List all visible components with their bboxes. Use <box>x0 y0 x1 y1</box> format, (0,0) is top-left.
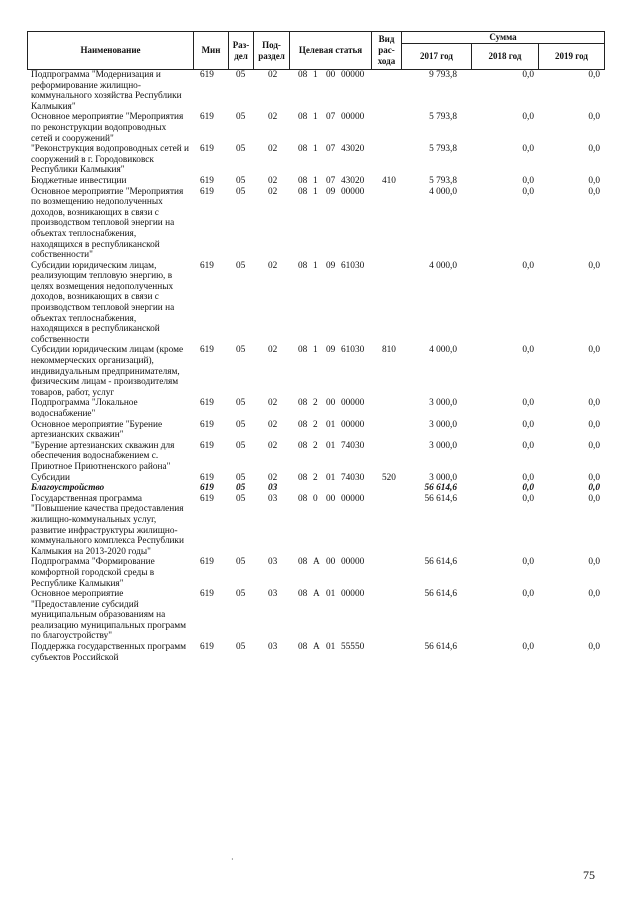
cell-cs3: 00 <box>326 493 336 504</box>
table-row <box>0 589 640 642</box>
row-name: Основное мероприятие "Мероприятия по реконструкции водопроводных сетей и сооружений" <box>31 112 184 144</box>
header-year-2017: 2017 год <box>402 44 472 70</box>
cell-cs1: 08 <box>298 260 308 271</box>
cell-y18: 0,0 <box>522 642 534 653</box>
cell-cs1: 08 <box>298 144 308 155</box>
header-podrazdel: Под-раздел <box>254 32 290 70</box>
cell-raz: 05 <box>236 589 246 600</box>
document-page: Наименование Мин Раз-дел Под-раздел Целевая статья Вид рас-хода Сумма 2017 год 2018 год 2019 год Подпрограмма "Модернизация и реформирование жилищно-коммунального хозяйства Республики Калмыкия" 619 05 02 08 1 00 00000 9 793,8 0,0 0,0 Основное мероприятие "Мероприятия по реконструкции водопроводных сетей и сооружений" 619 05 02 08 1 07 00000 5 793,8 0,0 0,0 "Реконструкция водопроводных сетей и сооружений в г. Городовиковск Республики Калмыкия" 619 05 02 08 1 07 43020 5 793,8 0,0 0,0 Бюджетные инвестиции 619 05 02 08 1 07 43020 410 5 793,8 0,0 0,0 Основное мероприятие "Мероприятия по возмещению недополученных доходов, возникающих в связи с производством тепловой энергии на объектах теплоснабжения, находящихся в республиканской собственности" 619 05 02 08 1 09 00000 4 000,0 0,0 0,0 Субсидии юридическим лицам, реализующим тепловую энергию, в целях возмещения недополученных доходов, возникающих в связи с производством тепловой энергии на объектах теплоснабжения, находящихся в республиканской собственности 619 05 02 08 1 09 61030 4 000,0 0,0 0,0 Субсидии юридическим лицам (кроме некоммерческих организаций), индивидуальным предпринимателям, физическим лицам - производителям товаров, работ, услуг 619 05 02 08 1 09 61030 810 4 000,0 0,0 0,0 Подпрограмма "Локальное водоснабжение" 619 05 02 08 2 00 00000 3 000,0 0,0 0,0 Основное мероприятие "Бурение артезианских скважин" 619 05 02 08 2 01 00000 3 000,0 0,0 0,0 "Бурение артезианских скважин для обеспечения водоснабжением с. Приютное Приютненского района" 619 05 02 08 2 01 74030 3 000,0 0,0 0,0 Субсидии 619 05 02 08 2 01 74030 520 3 000,0 0,0 0,0 Благоустройство 619 05 03 56 614,6 0,0 0,0 Государственная программа "Повышение качества предоставления жилищно-коммунальных услуг, развитие инфраструктуры жилищно-коммунального комплекса Республики Калмыкия на 2013-2020 годы" 619 05 03 08 0 00 00000 56 614,6 0,0 0,0 Подпрограмма "Формирование комфортной городской среды в Республике Калмыкия" 619 05 03 08 А 00 00000 56 614,6 0,0 0,0 Основное мероприятие "Предоставление субсидий муниципальным образованиям на реализацию муниципальных программ по благоустройству" 619 05 03 08 А 01 00000 56 614,6 0,0 0,0 Поддержка государственных программ субъектов Российской 619 05 03 08 А 01 55550 56 614,6 0,0 0,0 · 75 <box>0 0 640 905</box>
row-name: Подпрограмма "Формирование комфортной городской среды в Республике Калмыкия" <box>31 557 155 589</box>
cell-min: 619 <box>200 260 214 271</box>
cell-cs3: 07 <box>326 112 336 123</box>
cell-y19: 0,0 <box>588 483 600 494</box>
cell-y17: 5 793,8 <box>429 144 457 155</box>
cell-y18: 0,0 <box>522 493 534 504</box>
cell-cs1: 08 <box>298 175 308 186</box>
cell-cs4: 00000 <box>341 112 365 123</box>
cell-y17: 4 000,0 <box>429 345 457 356</box>
cell-raz: 05 <box>236 175 246 186</box>
header-year-2019: 2019 год <box>539 44 605 70</box>
cell-cs4: 74030 <box>341 440 365 451</box>
cell-cs3: 00 <box>326 70 336 80</box>
cell-min: 619 <box>200 186 214 197</box>
cell-y19: 0,0 <box>588 419 600 430</box>
cell-raz: 05 <box>236 557 246 568</box>
cell-cs2: А <box>313 589 320 600</box>
header-min: Мин <box>194 32 229 70</box>
cell-cs2: 1 <box>313 260 318 271</box>
cell-y18: 0,0 <box>522 112 534 123</box>
cell-cs4: 00000 <box>341 186 365 197</box>
cell-cs1: 08 <box>298 472 308 483</box>
cell-cs4: 00000 <box>341 493 365 504</box>
cell-cs3: 09 <box>326 260 336 271</box>
cell-y18: 0,0 <box>522 398 534 409</box>
cell-pod: 02 <box>268 112 278 123</box>
cell-pod: 02 <box>268 419 278 430</box>
cell-cs1: 08 <box>298 642 308 653</box>
row-name: Основное мероприятие "Мероприятия по возмещению недополученных доходов, возникающих в связи с производством тепловой энергии на объектах теплоснабжения, находящихся в республиканской собственности" <box>31 186 184 261</box>
cell-y19: 0,0 <box>588 144 600 155</box>
cell-cs1: 08 <box>298 440 308 451</box>
cell-pod: 02 <box>268 440 278 451</box>
cell-y19: 0,0 <box>588 260 600 271</box>
table-header <box>27 31 605 70</box>
cell-cs2: 2 <box>313 472 318 483</box>
cell-pod: 03 <box>268 642 278 653</box>
cell-y17: 3 000,0 <box>429 472 457 483</box>
header-year-2018: 2018 год <box>472 44 539 70</box>
cell-cs4: 00000 <box>341 557 365 568</box>
table-row <box>0 144 640 176</box>
table-row <box>0 483 640 494</box>
cell-cs1: 08 <box>298 186 308 197</box>
cell-vid: 810 <box>382 345 396 356</box>
cell-raz: 05 <box>236 112 246 123</box>
header-expense-type: Вид рас-хода <box>372 32 402 70</box>
cell-min: 619 <box>200 472 214 483</box>
cell-y18: 0,0 <box>522 557 534 568</box>
cell-y17: 5 793,8 <box>429 112 457 123</box>
cell-y19: 0,0 <box>588 642 600 653</box>
cell-y17: 3 000,0 <box>429 419 457 430</box>
cell-cs3: 09 <box>326 186 336 197</box>
row-name: Субсидии <box>31 472 71 483</box>
header-sum: Сумма <box>402 32 605 44</box>
row-name: Бюджетные инвестиции <box>31 175 127 186</box>
row-name: Основное мероприятие "Бурение артезианских скважин" <box>31 419 163 441</box>
cell-y19: 0,0 <box>588 440 600 451</box>
cell-cs2: А <box>313 557 320 568</box>
cell-y18: 0,0 <box>522 144 534 155</box>
cell-cs3: 01 <box>326 440 336 451</box>
cell-cs2: 1 <box>313 345 318 356</box>
cell-pod: 02 <box>268 144 278 155</box>
cell-pod: 02 <box>268 260 278 271</box>
cell-min: 619 <box>200 144 214 155</box>
cell-y17: 56 614,6 <box>424 557 457 568</box>
cell-min: 619 <box>200 175 214 186</box>
cell-y18: 0,0 <box>522 589 534 600</box>
cell-cs3: 09 <box>326 345 336 356</box>
cell-cs3: 00 <box>326 398 336 409</box>
cell-cs1: 08 <box>298 112 308 123</box>
cell-y18: 0,0 <box>522 175 534 186</box>
row-name: "Реконструкция водопроводных сетей и сооружений в г. Городовиковск Республики Калмыкия" <box>31 144 190 176</box>
cell-cs4: 00000 <box>341 589 365 600</box>
cell-cs2: 1 <box>313 175 318 186</box>
cell-cs2: 0 <box>313 493 318 504</box>
table-row <box>0 261 640 346</box>
table-row <box>0 70 640 112</box>
row-name: Благоустройство <box>31 483 105 494</box>
page-number: 75 <box>583 868 595 882</box>
cell-cs2: 1 <box>313 144 318 155</box>
cell-min: 619 <box>200 493 214 504</box>
cell-y18: 0,0 <box>522 472 534 483</box>
table-row <box>0 420 640 441</box>
cell-y17: 4 000,0 <box>429 260 457 271</box>
row-name: "Бурение артезианских скважин для обеспечения водоснабжением с. Приютное Приютненского района" <box>31 440 175 472</box>
cell-y17: 3 000,0 <box>429 440 457 451</box>
cell-y18: 0,0 <box>522 483 534 494</box>
cell-y17: 56 614,6 <box>424 493 457 504</box>
table-row <box>0 112 640 144</box>
cell-pod: 03 <box>268 483 278 494</box>
row-name: Подпрограмма "Локальное водоснабжение" <box>31 398 138 419</box>
cell-cs1: 08 <box>298 589 308 600</box>
cell-cs2: 1 <box>313 70 318 80</box>
cell-raz: 05 <box>236 186 246 197</box>
cell-pod: 03 <box>268 557 278 568</box>
cell-cs3: 00 <box>326 557 336 568</box>
row-name: Субсидии юридическим лицам, реализующим тепловую энергию, в целях возмещения недополученных доходов, возникающих в связи с производством тепловой энергии на объектах теплоснабжения, находящихся в республиканской собственности <box>31 260 175 345</box>
cell-min: 619 <box>200 398 214 409</box>
cell-min: 619 <box>200 642 214 653</box>
row-name: Поддержка государственных программ субъектов Российской <box>31 642 187 663</box>
cell-min: 619 <box>200 345 214 356</box>
cell-cs4: 00000 <box>341 419 365 430</box>
cell-cs3: 01 <box>326 589 336 600</box>
cell-y18: 0,0 <box>522 345 534 356</box>
cell-cs2: 2 <box>313 398 318 409</box>
cell-cs4: 00000 <box>341 398 365 409</box>
cell-raz: 05 <box>236 260 246 271</box>
cell-y19: 0,0 <box>588 493 600 504</box>
cell-y19: 0,0 <box>588 112 600 123</box>
table-row <box>0 557 640 589</box>
cell-vid: 410 <box>382 175 396 186</box>
cell-y19: 0,0 <box>588 186 600 197</box>
cell-pod: 02 <box>268 398 278 409</box>
cell-pod: 02 <box>268 186 278 197</box>
cell-y17: 9 793,8 <box>429 70 457 80</box>
cell-y19: 0,0 <box>588 175 600 186</box>
cell-y17: 56 614,6 <box>424 642 457 653</box>
cell-cs2: 2 <box>313 440 318 451</box>
cell-cs3: 07 <box>326 144 336 155</box>
row-name: Подпрограмма "Модернизация и реформирование жилищно-коммунального хозяйства Республики Калмыкия" <box>31 70 182 112</box>
cell-min: 619 <box>200 112 214 123</box>
table-row <box>0 473 640 484</box>
header-razdel: Раз-дел <box>229 32 254 70</box>
cell-cs4: 43020 <box>341 175 365 186</box>
cell-cs3: 01 <box>326 642 336 653</box>
table-row <box>0 398 640 419</box>
cell-cs4: 55550 <box>341 642 365 653</box>
table-row <box>0 642 640 663</box>
cell-y18: 0,0 <box>522 260 534 271</box>
cell-min: 619 <box>200 70 214 80</box>
cell-cs1: 08 <box>298 345 308 356</box>
cell-cs1: 08 <box>298 70 308 80</box>
table-row <box>0 187 640 261</box>
cell-min: 619 <box>200 419 214 430</box>
cell-pod: 02 <box>268 345 278 356</box>
cell-y19: 0,0 <box>588 398 600 409</box>
cell-y17: 5 793,8 <box>429 175 457 186</box>
header-name: Наименование <box>28 32 194 70</box>
table-row <box>0 441 640 473</box>
cell-raz: 05 <box>236 493 246 504</box>
cell-cs2: 1 <box>313 112 318 123</box>
cell-min: 619 <box>200 440 214 451</box>
cell-y17: 4 000,0 <box>429 186 457 197</box>
table-body <box>0 70 640 663</box>
cell-pod: 02 <box>268 175 278 186</box>
table-row <box>0 345 640 398</box>
cell-cs2: 2 <box>313 419 318 430</box>
cell-pod: 02 <box>268 70 278 80</box>
cell-cs2: 1 <box>313 186 318 197</box>
cell-raz: 05 <box>236 642 246 653</box>
cell-min: 619 <box>200 557 214 568</box>
cell-pod: 03 <box>268 493 278 504</box>
cell-y19: 0,0 <box>588 557 600 568</box>
row-name: Основное мероприятие "Предоставление субсидий муниципальным образованиям на реализацию муниципальных программ по благоустройству" <box>31 589 187 642</box>
cell-raz: 05 <box>236 483 246 494</box>
cell-raz: 05 <box>236 398 246 409</box>
cell-pod: 02 <box>268 472 278 483</box>
cell-raz: 05 <box>236 70 246 80</box>
cell-y18: 0,0 <box>522 419 534 430</box>
cell-pod: 03 <box>268 589 278 600</box>
cell-cs4: 43020 <box>341 144 365 155</box>
cell-cs1: 08 <box>298 557 308 568</box>
cell-cs2: А <box>313 642 320 653</box>
cell-y19: 0,0 <box>588 345 600 356</box>
row-name: Государственная программа "Повышение качества предоставления жилищно-коммунальных услуг, развитие инфраструктуры жилищно-коммунального комплекса Республики Калмыкия на 2013-2020 годы" <box>31 493 184 557</box>
cell-y17: 56 614,6 <box>424 589 457 600</box>
cell-cs4: 74030 <box>341 472 365 483</box>
header-target-article: Целевая статья <box>290 32 372 70</box>
cell-cs3: 07 <box>326 175 336 186</box>
cell-cs1: 08 <box>298 398 308 409</box>
cell-min: 619 <box>200 589 214 600</box>
cell-y18: 0,0 <box>522 440 534 451</box>
table-row <box>0 176 640 187</box>
cell-y19: 0,0 <box>588 70 600 80</box>
cell-cs3: 01 <box>326 419 336 430</box>
cell-y17: 3 000,0 <box>429 398 457 409</box>
cell-cs4: 61030 <box>341 345 365 356</box>
cell-raz: 05 <box>236 144 246 155</box>
cell-y19: 0,0 <box>588 589 600 600</box>
cell-cs3: 01 <box>326 472 336 483</box>
cell-cs1: 08 <box>298 419 308 430</box>
cell-cs4: 00000 <box>341 70 365 80</box>
cell-raz: 05 <box>236 419 246 430</box>
cell-y17: 56 614,6 <box>424 483 457 494</box>
table-row <box>0 494 640 558</box>
cell-cs1: 08 <box>298 493 308 504</box>
cell-raz: 05 <box>236 440 246 451</box>
cell-vid: 520 <box>382 472 396 483</box>
cell-y18: 0,0 <box>522 186 534 197</box>
cell-y18: 0,0 <box>522 70 534 80</box>
cell-y19: 0,0 <box>588 472 600 483</box>
cell-cs4: 61030 <box>341 260 365 271</box>
cell-raz: 05 <box>236 472 246 483</box>
cell-raz: 05 <box>236 345 246 356</box>
cell-min: 619 <box>200 483 214 494</box>
row-name: Субсидии юридическим лицам (кроме некоммерческих организаций), индивидуальным предпринимателям, физическим лицам - производителям товаров, работ, услуг <box>31 345 184 398</box>
